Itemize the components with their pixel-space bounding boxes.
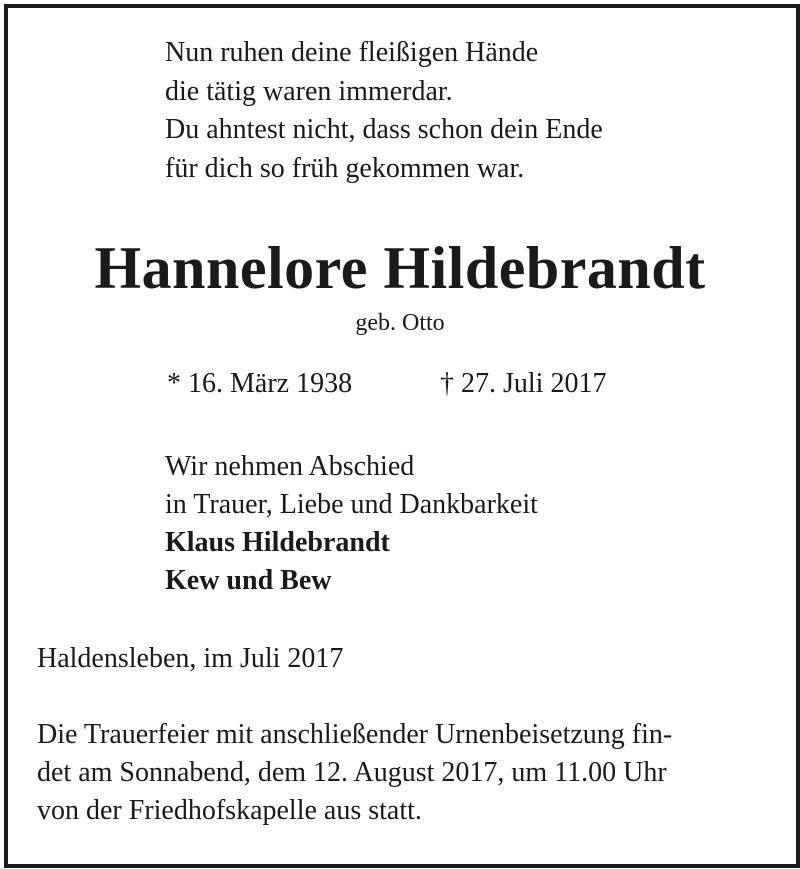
death-date: † 27. Juli 2017 [440,368,607,399]
mourner-name: Klaus Hildebrandt [165,527,390,558]
mourner-name: Kew und Bew [165,565,332,596]
birth-date: * 16. März 1938 [167,368,353,399]
poem-line: Du ahntest nicht, dass schon dein Ende [165,114,603,145]
poem-line: für dich so früh gekommen war. [165,153,525,184]
service-line: von der Friedhofskapelle aus statt. [37,795,422,826]
service-line: Die Trauerfeier mit anschließender Urnenbeisetzung fin- [37,719,673,750]
place-date: Haldensleben, im Juli 2017 [37,643,344,674]
deceased-name: Hannelore Hildebrandt [94,235,706,301]
mourners-line: in Trauer, Liebe und Dankbarkeit [165,489,538,520]
maiden-name: geb. Otto [355,310,445,336]
poem-line: die tätig waren immerdar. [165,76,453,107]
mourners-line: Wir nehmen Abschied [165,451,415,482]
service-line: det am Sonnabend, dem 12. August 2017, um 11.00 Uhr [37,757,667,788]
poem-line: Nun ruhen deine fleißigen Hände [165,37,539,68]
